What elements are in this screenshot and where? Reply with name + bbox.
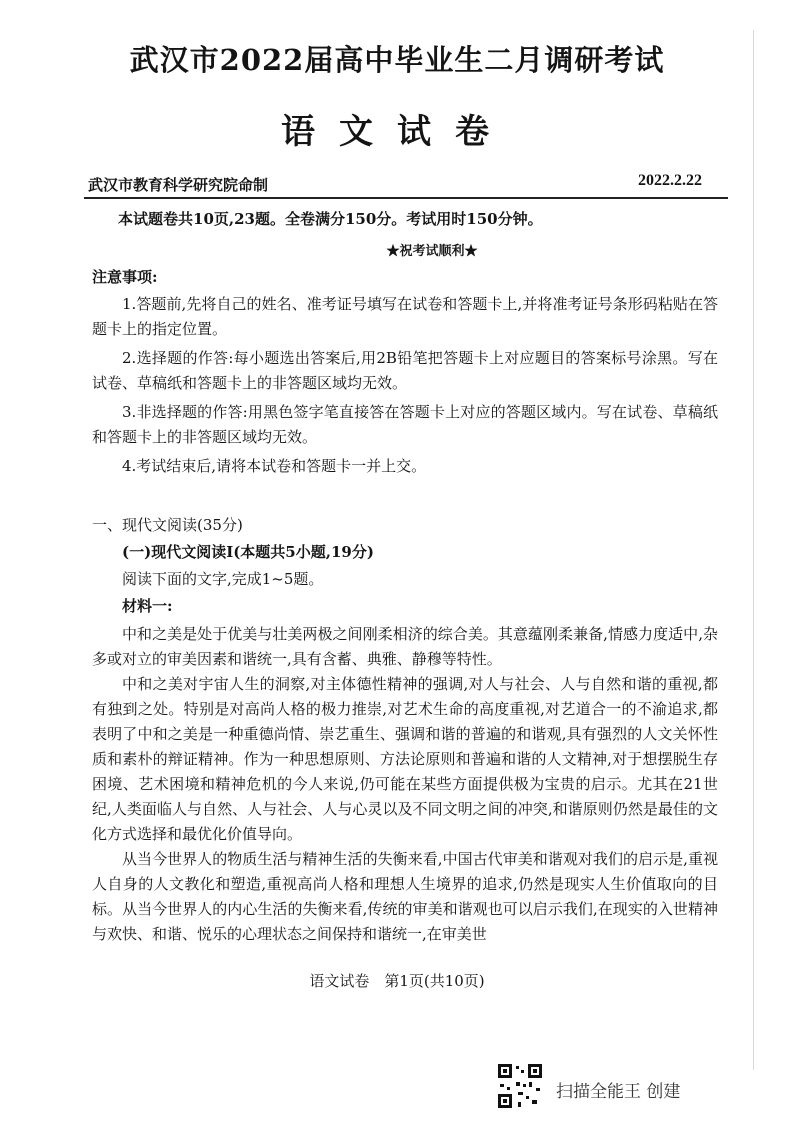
notes-heading: 注意事项: <box>92 268 158 286</box>
sub-section-heading: (一)现代文阅读Ⅰ(本题共5小题,19分) <box>122 543 374 561</box>
material-label: 材料一: <box>122 597 173 615</box>
notes-list <box>92 292 718 479</box>
page-footer: 语文试卷 第1页(共10页) <box>309 972 485 990</box>
note-item: 1.答题前,先将自己的姓名、准考证号填写在试卷和答题卡上,并将准考证号条形码粘贴在答题卡上的指定位置。 <box>92 295 718 338</box>
section-heading: 一、现代文阅读(35分) <box>92 516 243 534</box>
issuer-text: 武汉市教育科学研究院命制 <box>88 176 269 194</box>
qr-code-icon <box>496 1062 544 1110</box>
material-text <box>92 622 718 947</box>
scanner-watermark: 扫描全能王 创建 <box>556 1082 681 1102</box>
exam-info: 本试题卷共10页,23题。全卷满分150分。考试用时150分钟。 <box>118 210 543 228</box>
note-item: 2.选择题的作答:每小题选出答案后,用2B铅笔把答题卡上对应题目的答案标号涂黑。写在试卷、草稿纸和答题卡上的非答题区域均无效。 <box>92 349 718 392</box>
exam-date: 2022.2.22 <box>638 172 702 189</box>
header-divider <box>84 197 728 199</box>
paragraph: 中和之美是处于优美与壮美两极之间刚柔相济的综合美。其意蕴刚柔兼备,情感力度适中,杂多或对立的审美因素和谐统一,具有含蓄、典雅、静穆等特性。 <box>92 625 718 668</box>
paragraph: 从当今世界人的物质生活与精神生活的失衡来看,中国古代审美和谐观对我们的启示是,重视人自身的人文教化和塑造,重视高尚人格和理想人生境界的追求,仍然是现实人生价值取向的目标。从当今世界人的内心生活的失衡来看,传统的审美和谐观也可以启示我们,在现实的入世精神与欢快、和谐、悦乐的心理状态之间保持和谐统一,在审美世 <box>92 850 718 943</box>
good-luck-banner: ★祝考试顺利★ <box>386 244 478 259</box>
paragraph: 中和之美对宇宙人生的洞察,对主体德性精神的强调,对人与社会、人与自然和谐的重视,都有独到之处。特别是对高尚人格的极力推崇,对艺术生命的高度重视,对艺道合一的不渝追求,都表明了中和之美是一种重德尚情、崇艺重生、强调和谐的普遍的和谐观,具有强烈的人文关怀性质和素朴的辩证精神。作为一种思想原则、方法论原则和普遍和谐的人文精神,对于想摆脱生存困境、艺术困境和精神危机的今人来说,仍可能在某些方面提供极为宝贵的启示。尤其在21世纪,人类面临人与自然、人与社会、人与心灵以及不同文明之间的冲突,和谐原则仍然是最佳的文化方式选择和最优化价值导向。 <box>92 675 718 843</box>
note-item: 3.非选择题的作答:用黑色签字笔直接答在答题卡上对应的答题区域内。写在试卷、草稿纸和答题卡上的非答题区域均无效。 <box>92 403 718 446</box>
note-item: 4.考试结束后,请将本试卷和答题卡一并上交。 <box>122 457 427 475</box>
exam-title: 武汉市2022届高中毕业生二月调研考试 <box>129 43 665 77</box>
subject-title: 语文试卷 <box>281 112 513 152</box>
page-edge-line <box>753 30 754 1070</box>
reading-instruction: 阅读下面的文字,完成1~5题。 <box>122 570 324 588</box>
